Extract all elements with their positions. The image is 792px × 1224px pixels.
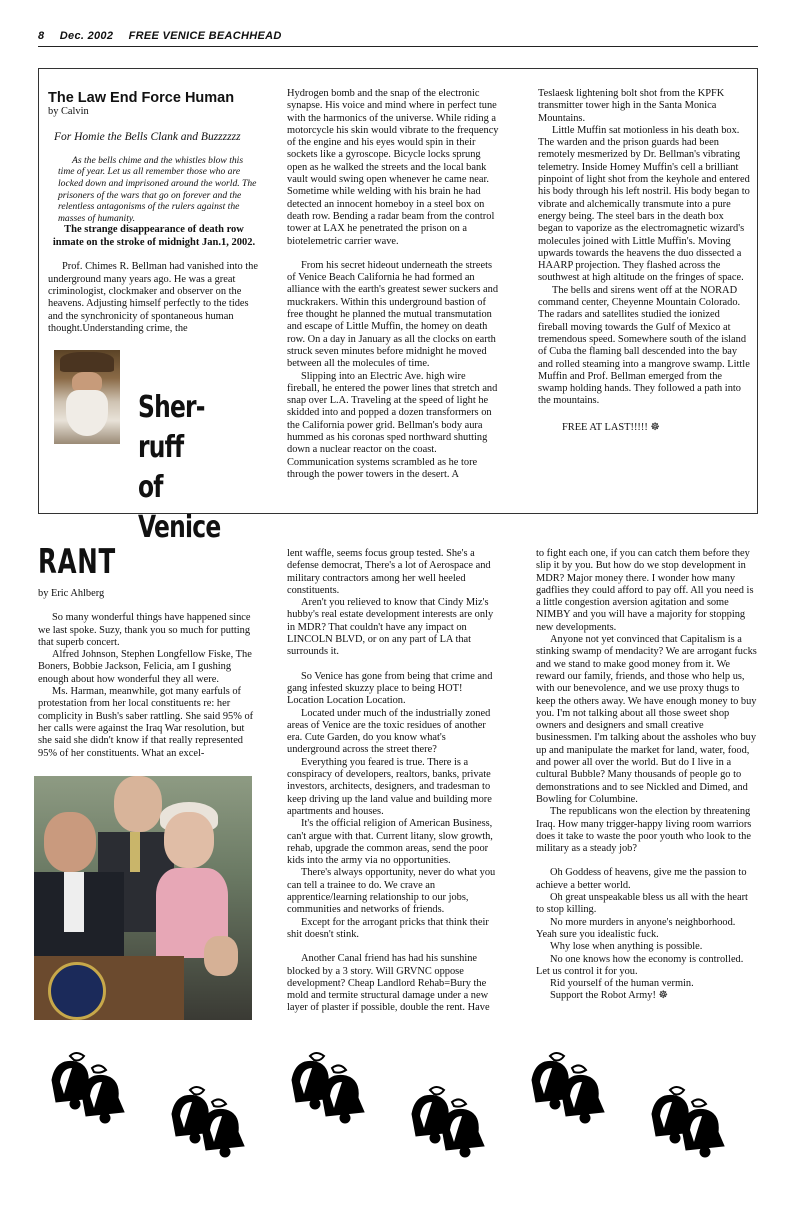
article2-paragraph: Aren't you relieved to know that Cindy Miz's hubby's real estate development interests are only in MDR? That couldn't have any impact on LINCOLN BLVD, or on any part of LA that surrounds it. [287, 597, 494, 658]
article2-paragraph: So many wonderful things have happened since we last spoke. Suzy, thank you so much for putting that superb concert. [38, 612, 251, 648]
bell-pair-icon [162, 1084, 248, 1170]
article2-paragraph: It's the official religion of American Business, can't argue with that. Current litany, slow growth, rehab, upgrade the common areas, send the poor kids into the army via no opportunities. [287, 818, 493, 867]
article2-paragraph: Rid yourself of the human vermin. [550, 978, 694, 990]
article2-paragraph: Support the Robot Army! ☸ [550, 990, 668, 1002]
news-photo-press-conference [34, 776, 252, 1020]
article1-subhead: The strange disappearance of death row inmate on the stroke of midnight Jan.1, 2002. [52, 224, 256, 248]
sheriff-feature [54, 350, 254, 545]
article1-headline: The Law End Force Human [48, 90, 235, 106]
article2-paragraph: Why lose when anything is possible. [550, 941, 703, 953]
article2-paragraph: No more murders in anyone's neighborhood. Yeah sure you idealistic fuck. [536, 916, 736, 940]
article1-column-2 [287, 88, 499, 481]
article2-paragraph: Everything you feared is true. There is a conspiracy of developers, realtors, banks, private investors, architects, designers, and tradesman to keep driving up the land value and building more apartments and houses. [287, 756, 492, 817]
article1-column-1 [48, 92, 260, 335]
page-number: 8 [38, 30, 45, 42]
article2-paragraph: Ms. Harman, meanwhile, got many earfuls of protestation from her local constituents re: her complicity in Bush's saber rattling. She said 95% of her calls were against the Iraq War resolution, but she said she didn't know if that really represented 95% of her constituents. What an excel- [38, 686, 254, 759]
article1-paragraph: Hydrogen bomb and the snap of the electronic synapse. His voice and mind where in perfect tune with the harmonics of the universe. While riding a motorcycle his skin would vibrate to the frequency of the engine and his eyes would spin in their sockets like a gyroscope. Bicycle locks sprung open as he walked the streets and the local bank vault would swing open whenever he came near. Sometime while welding with his brain he had detected an innocent homeboy in a steel box on death row. Bending a radar beam from the control tower at LAX he penetrated the prison on a biotelemetric carrier wave. [287, 88, 499, 247]
sheriff-title: Sher-ruff of Venice [138, 390, 221, 545]
article1-paragraph: Little Muffin sat motionless in his death box. The warden and the prison guards had been remotely mesmerized by Dr. Bellman's vibrating telemetry. Inside Homey Muffin's cell a brilliant pinpoint of light shot from the keyhole and entered his body through his left nostril. His body began to vibrate and alchemically transmute into a pure energy being. The steel bars in the death box began to vaporize as the electromagnetic wizard's molecules joined with Little Muffin's. Moving upwards towards the heavens the duo dissected a HAARP projection. They flashed across the southwest at high altitude on the fringes of space. [538, 124, 750, 284]
article1-byline: by Calvin [48, 106, 89, 118]
article2-paragraph: Located under much of the industrially zoned areas of Venice are the toxic residues of another era. Cute Garden, do you know what's underground across the street there? [287, 707, 491, 756]
article2-paragraph: to fight each one, if you can catch them before they slip it by you. But how do we stop development in MDR? Major money there. I wonder how many gadflies they could afford to pay off. All you need is a little congestion aversion agitation and some NIMBY and you will have a majority for stopping new developments. [536, 548, 754, 633]
paper-name: FREE VENICE BEACHHEAD [128, 30, 282, 42]
article1-paragraph: Teslaesk lightening bolt shot from the KPFK transmitter tower high in the Santa Monica Mountains. [538, 88, 725, 124]
issue-date: Dec. 2002 [59, 30, 114, 42]
article2-column-1 [38, 588, 258, 760]
article1-epigraph: As the bells chime and the whistles blow this time of year. Let us all remember those who are locked down and imprisoned around the world. The prisoners of the wars that go on forever and the relentless antagonisms of the rulers against the masses of humanity. [58, 154, 257, 224]
article2-paragraph: Oh Goddess of heavens, give me the passion to achieve a better world. [536, 867, 747, 891]
article2-paragraph: There's always opportunity, never do what you can tell a trainee to do. We crave an apprentice/learning relationship to our jobs, communities and networks of friends. [287, 867, 496, 916]
bells-border [38, 1046, 758, 1186]
article2-paragraph: Except for the arrogant pricks that think their shit doesn't stink. [287, 916, 489, 940]
article2-paragraph: Alfred Johnson, Stephen Longfellow Fiske, The Boners, Bobbie Jackson, Felicia, am I gushing enough about how wonderful they all were. [38, 649, 252, 685]
article2-paragraph: Oh great unspeakable bless us all with the heart to stop killing. [536, 892, 748, 916]
article2-column-3 [536, 548, 758, 1003]
article1-paragraph: Prof. Chimes R. Bellman had vanished into the underground many years ago. He was a great criminologist, clockmaker and observer on the heavens. Adjusting himself perfectly to the tides and the synchronicity of spontaneous human thought.Understanding crime, the [48, 261, 258, 334]
bell-pair-icon [642, 1084, 728, 1170]
article1-column-3 [538, 88, 750, 434]
article2-byline: by Eric Ahlberg [38, 588, 105, 599]
article1-paragraph: Slipping into an Electric Ave. high wire fireball, he entered the power lines that stretch and snap over L.A. Traveling at the speed of light he skidded into and popped a dozen transformers on the California power grid. Bellman's body aura hummed as his coronas sped northward shutting down a nuclear reactor on the coast. Communication systems scrambled as he tore through the power towers in the desert. A [287, 370, 498, 480]
bell-pair-icon [42, 1050, 128, 1136]
article2-paragraph: Anyone not yet convinced that Capitalism is a stinking swamp of mendacity? We are arrogant fucks and we stand to make good money from it. We reward our family, friends, and those who help us, with our benevolence, and we use proxy thugs to keep the others away. We have enough money to buy you. I'm not talking about all those sweet shop owners and designers and small creative businessmen. I'm talking about the assholes who buy up and manipulate the market for land, water, food, and power all over the world. But do I live in a cultural Bubble? Many thousands of people go to demonstrations and to see Nickled and Dimed, and Bowling for Columbine. [536, 634, 757, 805]
article1-dedication: For Homie the Bells Clank and Buzzzzzz [54, 130, 241, 143]
article2-paragraph: lent waffle, seems focus group tested. She's a defense democrat, There's a lot of Aerospace and military contractors among her well heeled constituents. [287, 548, 491, 596]
masthead [38, 30, 758, 47]
bell-pair-icon [282, 1050, 368, 1136]
article2-paragraph: The republicans won the election by threatening Iraq. How many trigger-happy living room warriors does it take to waste the poor youth who look to the military as a steady job? [536, 806, 752, 855]
article2-paragraph: Another Canal friend has had his sunshine blocked by a 3 story. Will GRVNC oppose development? Cheap Landlord Rehab=Bury the mold and termite structural damage under a new layer of plaster if possible, double the rent. Have [287, 953, 490, 1014]
bell-pair-icon [522, 1050, 608, 1136]
article1-paragraph: The bells and sirens went off at the NORAD command center, Cheyenne Mountain Colorado. The radars and satellites studied the ionized fireball moving towards the Gulf of Mexico at tremendous speed. Somewhere south of the island of Cuba the flaming ball descended into the bay and rolled steaming into a mangrove swamp. Little Muffin and Prof. Bellman emerged from the swamp holding hands. They followed a path into the mountains. [538, 284, 750, 407]
article2-paragraph: So Venice has gone from being that crime and gang infested skuzzy place to being HOT! Location Location Location. [287, 670, 493, 707]
article2-paragraph: No one knows how the economy is controlled. Let us control it for you. [536, 953, 744, 977]
article1-paragraph: From his secret hideout underneath the streets of Venice Beach California he had formed an alliance with the earth's greatest sewer suckers and muckrakers. Within this underground bastion of free thought he planned the mutual transmutation and escape of Little Muffin, the homey on death row. On a day in January as all the clocks on earth struck seven minutes before midnight he moved between all the molecules of time. [287, 259, 499, 370]
article1-signoff: FREE AT LAST!!!!! ☸ [562, 421, 660, 433]
article2-column-2 [287, 548, 499, 1015]
rant-title: RANT [38, 542, 116, 582]
bell-pair-icon [402, 1084, 488, 1170]
sheriff-photo [54, 350, 120, 444]
presidential-seal-icon [48, 962, 106, 1020]
